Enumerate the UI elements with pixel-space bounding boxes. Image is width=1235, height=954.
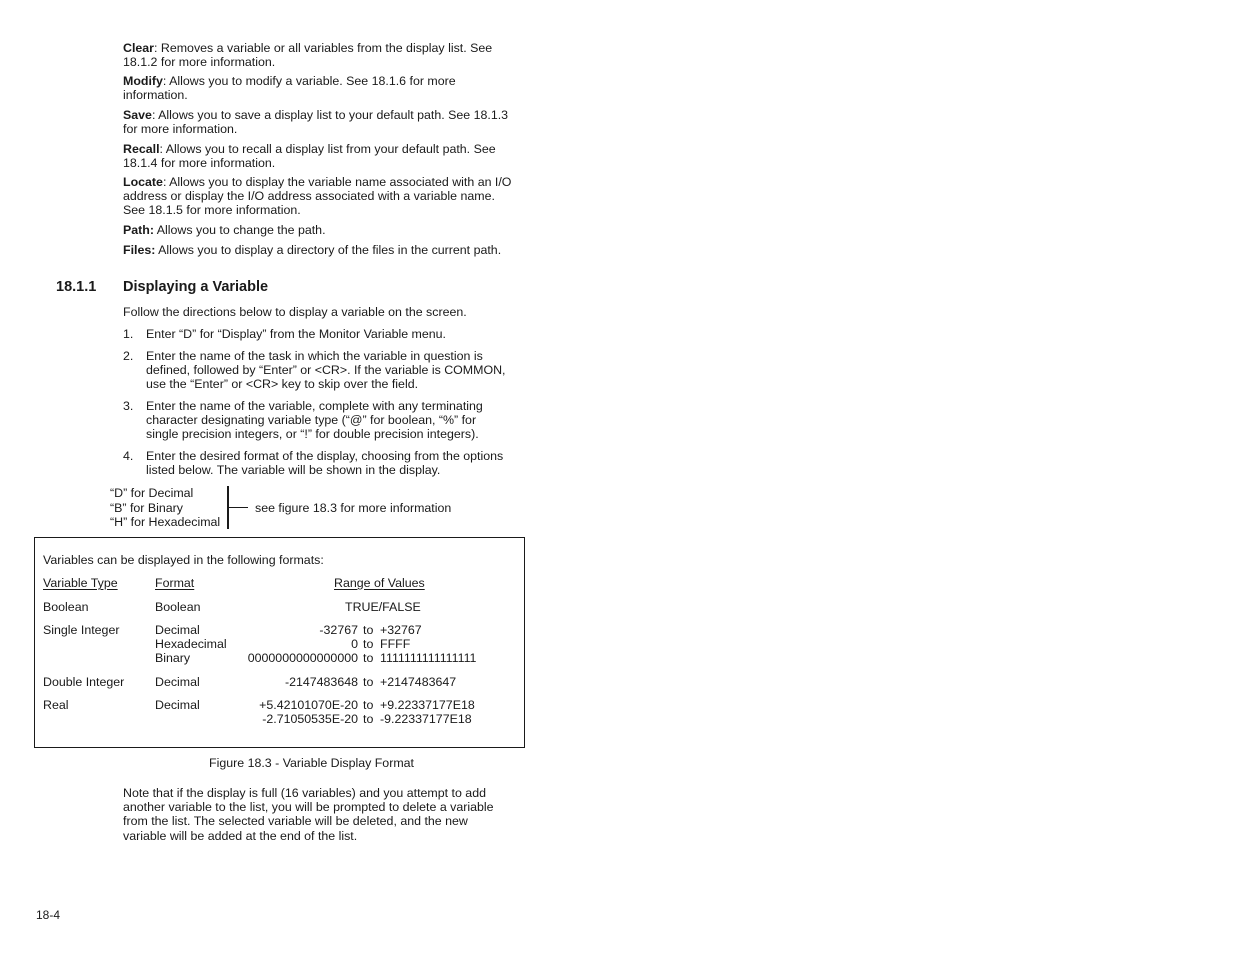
cell-type: Real [43,698,69,712]
step-text: Enter the name of the task in which the variable in question is defined, followed by “Enter” or <CR>. If the variable is COMMON, use the “Enter” or <CR> key to skip over the field. [146,349,506,392]
definition-save: Save: Allows you to save a display list to your default path. See 18.1.3 for more information. [123,108,509,137]
cell-format: Binary [155,651,191,665]
definition-recall: Recall: Allows you to recall a display list from your default path. See 18.1.4 for more information. [123,142,496,171]
cell-range-until: FFFF [380,637,411,651]
cell-range-to: to [363,712,374,726]
figure-intro: Variables can be displayed in the following formats: [43,553,324,567]
cell-format: Boolean [155,600,201,614]
cell-type: Double Integer [43,675,125,689]
term: Recall [123,142,160,156]
header-range: Range of Values [334,576,425,590]
format-note: see figure 18.3 for more information [255,501,452,515]
cell-type: Boolean [43,600,89,614]
definition-text: Allows you to display the variable name associated with an I/O address or display the I/O address associated with a variable name. See 18.1.5 for more information. [123,175,512,218]
cell-format: Decimal [155,698,200,712]
cell-range-from: -32767 [319,623,358,637]
definition-modify: Modify: Allows you to modify a variable. See 18.1.6 for more information. [123,74,456,103]
step-number: 4. [123,449,134,463]
step-text: Enter the name of the variable, complete with any terminating character designating variable type (“@” for boolean, “%” for single precision integers, or “!” for double precision integers). [146,399,483,442]
cell-type: Single Integer [43,623,120,637]
cell-range-until: +9.22337177E18 [380,698,475,712]
cell-format: Decimal [155,675,200,689]
term: Locate [123,175,163,189]
cell-range: TRUE/FALSE [345,600,421,614]
cell-range-from: 0000000000000000 [247,651,358,665]
format-option-decimal: “D” for Decimal [110,486,194,500]
definition-files: Files: Allows you to display a directory of the files in the current path. [123,243,502,257]
definition-path: Path: Allows you to change the path. [123,223,326,237]
cell-range-from: 0 [351,637,358,651]
format-option-hexadecimal: “H” for Hexadecimal [110,515,221,529]
cell-range-from: -2.71050535E-20 [262,712,358,726]
format-option-binary: “B” for Binary [110,501,183,515]
section-number: 18.1.1 [56,279,97,295]
term: Modify [123,74,163,88]
definition-text: Allows you to recall a display list from your default path. See 18.1.4 for more information. [123,142,496,171]
definition-text: Allows you to modify a variable. See 18.1.6 for more information. [123,74,456,103]
cell-range-to: to [363,637,374,651]
header-variable-type: Variable Type [43,576,118,590]
page-number: 18-4 [36,908,61,922]
cell-format: Hexadecimal [155,637,227,651]
step-text: Enter the desired format of the display, choosing from the options listed below. The variable will be shown in the display. [146,449,504,478]
cell-range-until: +32767 [380,623,422,637]
term: Clear [123,41,154,55]
cell-range-to: to [363,623,374,637]
bracket-tick [229,507,248,508]
cell-range-until: -9.22337177E18 [380,712,472,726]
cell-range-from: -2147483648 [284,675,358,689]
cell-range-from: +5.42101070E-20 [259,698,358,712]
term: Files [123,243,152,257]
definition-locate: Locate: Allows you to display the variable name associated with an I/O address or display the I/O address associated with a variable name. See 18.1.5 for more information. [123,175,512,218]
definition-text: Removes a variable or all variables from the display list. See 18.1.2 for more information. [123,41,493,70]
term: Path [123,223,150,237]
figure-caption: Figure 18.3 - Variable Display Format [209,756,414,770]
section-intro: Follow the directions below to display a variable on the screen. [123,305,467,319]
cell-format: Decimal [155,623,200,637]
cell-range-to: to [363,651,374,665]
definition-clear: Clear: Removes a variable or all variables from the display list. See 18.1.2 for more information. [123,41,493,70]
section-title: Displaying a Variable [123,279,269,295]
cell-range-to: to [363,698,374,712]
definition-text: Allows you to display a directory of the files in the current path. [155,243,502,257]
cell-range-to: to [363,675,374,689]
note-paragraph: Note that if the display is full (16 variables) and you attempt to add another variable to the list, you will be prompted to delete a variable from the list. The selected variable will be deleted, and the new variable will be added at the end of the list. [123,786,494,843]
cell-range-until: 1111111111111111 [380,651,477,665]
step-number: 1. [123,327,134,341]
term: Save [123,108,152,122]
header-format: Format [155,576,195,590]
step-number: 3. [123,399,134,413]
cell-range-until: +2147483647 [380,675,457,689]
step-text: Enter “D” for “Display” from the Monitor Variable menu. [146,327,446,341]
definition-text: Allows you to change the path. [154,223,326,237]
step-number: 2. [123,349,134,363]
definition-text: Allows you to save a display list to your default path. See 18.1.3 for more information. [123,108,509,137]
